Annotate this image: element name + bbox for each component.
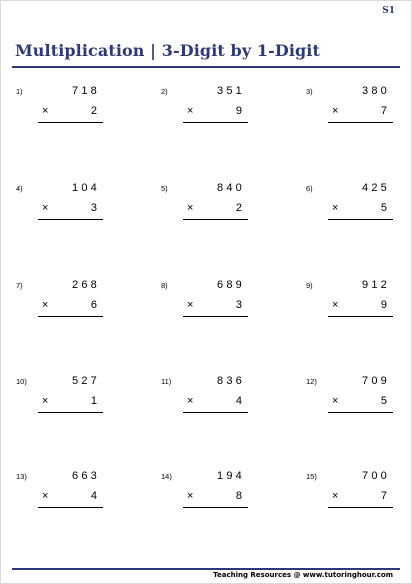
- problem-number: 9): [306, 281, 313, 290]
- multiplier: 9: [235, 105, 242, 117]
- times-sign: ×: [42, 105, 49, 117]
- problem-number: 4): [16, 184, 23, 193]
- answer-line: [328, 219, 393, 220]
- answer-line: [38, 412, 103, 413]
- problem-2: [161, 85, 245, 145]
- answer-line: [328, 507, 393, 508]
- answer-line: [328, 316, 393, 317]
- multiplicand: 840: [217, 182, 245, 194]
- answer-line: [328, 412, 393, 413]
- footer-divider: [12, 568, 400, 570]
- answer-line: [183, 412, 248, 413]
- multiplicand: 663: [72, 470, 100, 482]
- times-sign: ×: [42, 299, 49, 311]
- problem-number: 11): [161, 377, 172, 386]
- multiplier: 3: [90, 202, 97, 214]
- answer-line: [183, 219, 248, 220]
- problem-8: [161, 279, 245, 339]
- multiplier: 5: [380, 395, 387, 407]
- times-sign: ×: [332, 395, 339, 407]
- answer-line: [38, 122, 103, 123]
- problem-number: 13): [16, 472, 27, 481]
- multiplier: 8: [235, 490, 242, 502]
- worksheet-title: Multiplication | 3-Digit by 1-Digit: [15, 41, 320, 60]
- problem-9: [306, 279, 390, 339]
- problem-15: [306, 470, 390, 530]
- answer-line: [183, 316, 248, 317]
- multiplicand: 104: [72, 182, 100, 194]
- answer-line: [38, 507, 103, 508]
- answer-line: [328, 122, 393, 123]
- problem-6: [306, 182, 390, 242]
- answer-line: [38, 219, 103, 220]
- problem-number: 6): [306, 184, 313, 193]
- problem-number: 15): [306, 472, 317, 481]
- multiplicand: 709: [362, 375, 390, 387]
- multiplier: 2: [90, 105, 97, 117]
- multiplicand: 351: [217, 85, 245, 97]
- times-sign: ×: [332, 490, 339, 502]
- answer-line: [183, 122, 248, 123]
- problem-10: [16, 375, 100, 435]
- problem-number: 2): [161, 87, 168, 96]
- times-sign: ×: [187, 490, 194, 502]
- problem-4: [16, 182, 100, 242]
- multiplier: 5: [380, 202, 387, 214]
- multiplicand: 718: [72, 85, 100, 97]
- problem-11: [161, 375, 245, 435]
- multiplier: 7: [380, 105, 387, 117]
- problem-number: 5): [161, 184, 168, 193]
- multiplier: 7: [380, 490, 387, 502]
- times-sign: ×: [187, 299, 194, 311]
- problem-5: [161, 182, 245, 242]
- multiplier: 2: [235, 202, 242, 214]
- sheet-id: S1: [382, 6, 395, 16]
- multiplier: 9: [380, 299, 387, 311]
- multiplicand: 194: [217, 470, 245, 482]
- problem-13: [16, 470, 100, 530]
- times-sign: ×: [42, 202, 49, 214]
- times-sign: ×: [332, 202, 339, 214]
- multiplier: 6: [90, 299, 97, 311]
- problem-number: 10): [16, 377, 27, 386]
- answer-line: [183, 507, 248, 508]
- times-sign: ×: [42, 395, 49, 407]
- problem-12: [306, 375, 390, 435]
- problem-number: 12): [306, 377, 317, 386]
- multiplicand: 700: [362, 470, 390, 482]
- multiplier: 4: [90, 490, 97, 502]
- times-sign: ×: [332, 299, 339, 311]
- problem-number: 1): [16, 87, 23, 96]
- multiplicand: 380: [362, 85, 390, 97]
- times-sign: ×: [332, 105, 339, 117]
- footer-credit: Teaching Resources @ www.tutoringhour.com: [213, 571, 393, 579]
- problem-7: [16, 279, 100, 339]
- multiplicand: 836: [217, 375, 245, 387]
- problem-number: 14): [161, 472, 172, 481]
- multiplicand: 689: [217, 279, 245, 291]
- problem-number: 8): [161, 281, 168, 290]
- problem-3: [306, 85, 390, 145]
- times-sign: ×: [187, 105, 194, 117]
- title-divider: [12, 66, 400, 68]
- problem-number: 7): [16, 281, 23, 290]
- multiplier: 1: [90, 395, 97, 407]
- answer-line: [38, 316, 103, 317]
- problem-number: 3): [306, 87, 313, 96]
- problem-14: [161, 470, 245, 530]
- multiplicand: 912: [362, 279, 390, 291]
- multiplicand: 268: [72, 279, 100, 291]
- multiplicand: 527: [72, 375, 100, 387]
- multiplicand: 425: [362, 182, 390, 194]
- times-sign: ×: [42, 490, 49, 502]
- times-sign: ×: [187, 395, 194, 407]
- problem-1: [16, 85, 100, 145]
- times-sign: ×: [187, 202, 194, 214]
- multiplier: 3: [235, 299, 242, 311]
- multiplier: 4: [235, 395, 242, 407]
